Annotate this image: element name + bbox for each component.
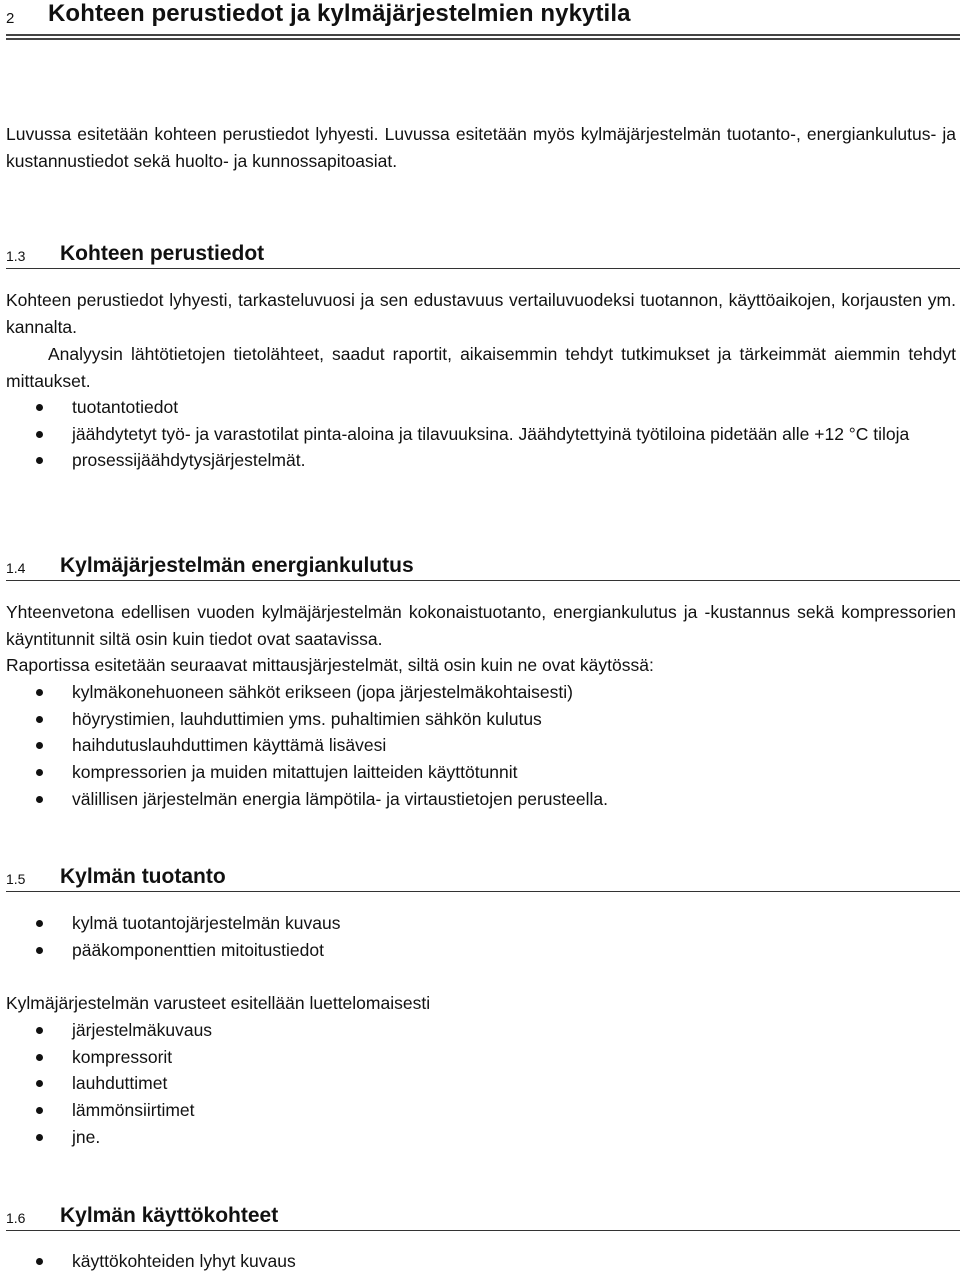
section-heading-1-5	[6, 859, 960, 892]
section-1-3-bullet-list	[6, 394, 956, 474]
section-1-4-paragraph-1: Yhteenvetona edellisen vuoden kylmäjärjestelmän kokonaistuotanto, energiankulutus ja -kustannus sekä kompressorien käyntitunnit siltä osin kuin tiedot ovat saatavissa.	[6, 602, 956, 649]
list-item: pääkomponenttien mitoitustiedot	[6, 937, 956, 964]
section-title: Kohteen perustiedot	[60, 242, 265, 265]
intro-paragraph: Luvussa esitetään kohteen perustiedot lyhyesti. Luvussa esitetään myös kylmäjärjestelmän tuotanto-, energiankulutus- ja kustannustiedot sekä huolto- ja kunnossapitoasiat.	[6, 124, 956, 171]
list-item: lämmönsiirtimet	[6, 1097, 956, 1124]
section-1-4-bullet-list	[6, 679, 956, 813]
list-item: välillisen järjestelmän energia lämpötila- ja virtaustietojen perusteella.	[6, 786, 956, 813]
list-item: höyrystimien, lauhduttimien yms. puhaltimien sähkön kulutus	[6, 706, 956, 733]
section-1-5-paragraph: Kylmäjärjestelmän varusteet esitellään luettelomaisesti	[6, 993, 431, 1013]
section-number: 1.4	[6, 560, 26, 576]
section-title: Kylmän tuotanto	[60, 865, 226, 888]
section-1-3-paragraph-1: Kohteen perustiedot lyhyesti, tarkasteluvuosi ja sen edustavuus vertailuvuodeksi tuotannon, käyttöaikojen, korjausten ym. kannalta.	[6, 290, 956, 337]
section-1-5-equipment-list	[6, 1017, 956, 1151]
section-1-6-bullet-list	[6, 1248, 956, 1275]
list-item: kompressorien ja muiden mitattujen laitteiden käyttötunnit	[6, 759, 956, 786]
section-1-5-bullet-list	[6, 910, 956, 963]
chapter-number: 2	[6, 10, 15, 27]
section-heading-1-3	[6, 236, 960, 269]
chapter-divider	[6, 34, 960, 40]
list-item: käyttökohteiden lyhyt kuvaus	[6, 1248, 956, 1275]
section-title: Kylmän käyttökohteet	[60, 1204, 279, 1227]
section-number: 1.3	[6, 248, 26, 264]
list-item: jne.	[6, 1124, 956, 1151]
section-title: Kylmäjärjestelmän energiankulutus	[60, 554, 414, 577]
list-item: kompressorit	[6, 1044, 956, 1071]
section-heading-1-6	[6, 1198, 960, 1231]
list-item: järjestelmäkuvaus	[6, 1017, 956, 1044]
chapter-title: Kohteen perustiedot ja kylmäjärjestelmien nykytila	[48, 0, 631, 27]
list-item: haihdutuslauhduttimen käyttämä lisävesi	[6, 732, 956, 759]
section-1-3-paragraph-2: Analyysin lähtötietojen tietolähteet, saadut raportit, aikaisemmin tehdyt tutkimukset ja tärkeimmät aiemmin tehdyt mittaukset.	[6, 344, 956, 391]
list-item: prosessijäähdytysjärjestelmät.	[6, 447, 956, 474]
list-item: kylmä tuotantojärjestelmän kuvaus	[6, 910, 956, 937]
section-heading-1-4	[6, 548, 960, 581]
section-number: 1.5	[6, 871, 26, 887]
list-item: kylmäkonehuoneen sähköt erikseen (jopa järjestelmäkohtaisesti)	[6, 679, 956, 706]
list-item: tuotantotiedot	[6, 394, 956, 421]
list-item: jäähdytetyt työ- ja varastotilat pinta-aloina ja tilavuuksina. Jäähdytettyinä työtiloina pidetään alle +12 °C tiloja	[6, 421, 956, 448]
section-number: 1.6	[6, 1210, 26, 1226]
section-1-4-paragraph-2: Raportissa esitetään seuraavat mittausjärjestelmät, siltä osin kuin ne ovat käytössä:	[6, 655, 654, 675]
list-item: lauhduttimet	[6, 1070, 956, 1097]
